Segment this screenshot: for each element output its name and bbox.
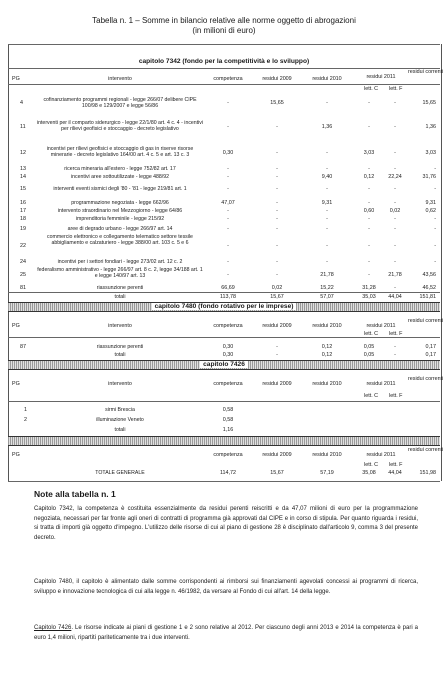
grand-total-competenza: 114,72 [219,470,237,476]
divider [8,68,440,69]
row-residui-correnti: - [434,216,436,222]
totals-competenza: 1,16 [222,427,234,433]
row-lett-f: - [394,166,396,172]
row-lett-c: 0,12 [363,174,375,180]
header-pg: PG [12,381,20,387]
header-residui-correnti: residui correnti [408,318,444,324]
row-pg: 1 [24,407,27,413]
row-lett-f: - [394,216,396,222]
header-competenza: competenza [213,452,243,458]
row-competenza: 0,30 [222,344,234,350]
row-lett-c: - [368,216,370,222]
row-lett-f: - [394,124,396,130]
row-competenza: - [227,208,229,214]
row-residui-2010: - [326,186,328,192]
row-intervento: intervento straordinario nel Mezzogiorno - legge 64/86 [57,208,183,214]
row-residui-2010: 1,36 [321,124,333,130]
row-pg: 2 [24,417,27,423]
row-lett-f: - [394,100,396,106]
row-lett-c: - [368,100,370,106]
row-competenza: - [227,259,229,265]
divider [8,481,440,482]
grand-total-lett-c: 35,08 [362,470,376,476]
row-competenza: 47,07 [221,200,235,206]
header-residui-2009: residui 2009 [262,381,292,387]
row-residui-2009: 15,65 [270,100,284,106]
header-residui-2010: residui 2010 [312,76,342,82]
row-lett-f: - [394,243,396,249]
row-residui-correnti: - [434,166,436,172]
row-competenza: - [227,216,229,222]
row-intervento: sirmi Brescia [105,407,135,413]
row-residui-2009: - [276,166,278,172]
row-lett-f: 0,02 [389,208,401,214]
row-lett-c: - [368,124,370,130]
row-lett-f: - [394,285,396,291]
header-residui-2009: residui 2009 [262,76,292,82]
row-intervento: illuminazione Veneto [96,417,144,423]
row-residui-2009: 0,02 [271,285,283,291]
row-lett-c: 0,05 [363,344,375,350]
header-intervento: intervento [108,381,132,387]
note-label: Capitolo 7480 [34,579,73,585]
row-residui-correnti: - [434,259,436,265]
totals-residui-correnti: 0,17 [425,352,436,358]
row-lett-c: 31,28 [362,285,376,291]
row-competenza: 0,58 [222,407,234,413]
row-residui-correnti: 43,56 [422,272,436,278]
row-residui-2010: - [326,226,328,232]
row-pg: 15 [20,186,26,192]
row-intervento: incentivi per rilievi geofisici e stoccaggio di gas in riserve risorse minerarie - decreto legislativo 164/00 art. 4 c. 5 e art. 13 c. 3 [46,146,194,158]
row-intervento: ricerca mineraria all'estero - legge 752/82 art. 17 [64,166,176,172]
row-residui-2009: - [276,150,278,156]
header-residui-2009: residui 2009 [262,323,292,329]
row-pg: 22 [20,243,26,249]
row-intervento: imprenditoria femminile - legge 215/92 [75,216,165,222]
header-pg: PG [12,76,20,82]
row-lett-c: - [368,243,370,249]
totals-residui-2009: - [276,352,278,358]
table-subtitle: (in milioni di euro) [192,26,256,35]
row-residui-correnti: 1,36 [425,124,436,130]
row-pg: 18 [20,216,26,222]
notes-title: Note alla tabella n. 1 [34,489,116,499]
row-competenza: - [227,186,229,192]
row-competenza: 0,58 [222,417,234,423]
row-intervento: riassunzione perenti [96,344,144,350]
header-competenza: competenza [213,381,243,387]
totals-lett-c: 35,03 [362,294,376,300]
totals-residui-2009: 15,67 [270,294,284,300]
row-residui-2010: - [326,259,328,265]
row-intervento: interventi per il comparto siderurgico - legge 22/1/80 art. 4 c. 4 - incentivi per rilievi geofisici e stoccaggio - decreto legislativo [36,120,204,132]
row-residui-correnti: 46,52 [422,285,436,291]
row-intervento: programmazione negoziata - legge 662/96 [71,200,169,206]
row-residui-2010: 9,40 [321,174,333,180]
row-lett-f: - [394,259,396,265]
row-residui-2010: 15,22 [320,285,334,291]
header-residui-2010: residui 2010 [312,452,342,458]
row-lett-c: - [368,272,370,278]
section-title-7342: capitolo 7342 (fondo per la competitività e lo sviluppo) [0,58,448,65]
row-residui-2010: - [326,166,328,172]
divider [8,44,440,45]
row-residui-2009: - [276,200,278,206]
row-competenza: 66,69 [221,285,235,291]
totals-residui-2010: 0,12 [321,352,333,358]
row-residui-correnti: - [434,226,436,232]
row-competenza: - [227,243,229,249]
grand-total-residui-2010: 57,19 [320,470,334,476]
note-paragraph [34,505,418,543]
header-residui-2010: residui 2010 [312,323,342,329]
row-pg: 87 [20,344,26,350]
row-competenza: - [227,174,229,180]
row-residui-correnti: 31,76 [422,174,436,180]
row-residui-2009: - [276,186,278,192]
row-residui-2010: - [326,216,328,222]
row-lett-c: - [368,226,370,232]
row-residui-2009: - [276,243,278,249]
row-lett-c: - [368,200,370,206]
row-intervento: federalismo amministrativo - legge 266/97 art. 8 c. 2, legge 34/188 art. 1 e legge 140/97 art. 13 [37,267,203,279]
row-pg: 81 [20,285,26,291]
divider [8,401,440,402]
header-intervento: intervento [108,323,132,329]
section-title-7426: capitolo 7426 [0,361,448,368]
row-residui-2010: - [326,208,328,214]
totals-lett-c: 0,05 [363,352,375,358]
header-residui-2011: residui 2011 [366,381,396,387]
header-residui-2011: residui 2011 [366,452,396,458]
row-lett-f: 21,78 [388,272,402,278]
header-lett-c: lett. C [364,86,379,92]
header-lett-f: lett. F [389,86,403,92]
row-lett-f: - [394,200,396,206]
row-pg: 14 [20,174,26,180]
row-residui-2010: 21,78 [320,272,334,278]
header-competenza: competenza [213,323,243,329]
row-lett-c: 0,60 [363,208,375,214]
row-intervento: riassunzione perenti [96,285,144,291]
row-lett-c: 3,03 [363,150,375,156]
section-title-7480: capitolo 7480 (fondo rotativo per le imprese) [0,303,448,310]
row-intervento: interventi eventi sismici degli '80 - '81 - legge 219/81 art. 1 [53,186,187,192]
row-residui-correnti: 3,03 [425,150,436,156]
grand-total-lett-f: 44,04 [388,470,402,476]
header-lett-f: lett. F [389,462,403,468]
row-intervento: cofinanziamento programmi regionali - legge 266/07 delibere CIPE 100/98 e 129/2007 e legge 56/86 [43,97,197,109]
header-residui-2011: residui 2011 [366,323,396,329]
header-pg: PG [12,323,20,329]
totals-lett-f: 44,04 [388,294,402,300]
row-pg: 13 [20,166,26,172]
row-residui-2010: - [326,100,328,106]
row-intervento: commercio elettronico e collegamento telematico settore tessile abbigliamento e calzaturiero - legge 388/00 art. 103 c. 5 e 6 [47,234,193,246]
header-residui-2011: residui 2011 [366,74,396,80]
row-pg: 11 [20,124,26,130]
header-lett-c: lett. C [364,331,379,337]
row-residui-2010: - [326,150,328,156]
note-paragraph [34,578,418,597]
grand-total-residui-correnti: 151,98 [419,470,436,476]
note-label: Capitolo 7342 [34,506,73,512]
totals-label: totali [114,427,126,433]
grand-total-label: TOTALE GENERALE [95,470,145,476]
header-lett-f: lett. F [389,331,403,337]
row-competenza: - [227,100,229,106]
header-lett-f: lett. F [389,393,403,399]
row-competenza: - [227,226,229,232]
totals-competenza: 0,30 [222,352,234,358]
row-residui-correnti: 9,31 [425,200,436,206]
grand-total-residui-2009: 15,67 [270,470,284,476]
row-residui-correnti: 0,17 [425,344,436,350]
totals-lett-f: - [394,352,396,358]
row-residui-correnti: 15,65 [422,100,436,106]
note-text: , la competenza è costituita essenzialmente da residui perenti reiscritti e da 47,07 milioni di euro per la programmazione negoziata, necessari per far fronte agli oneri di contratti di programma già approvati dal CIPE e in corso di stipula. Per quanto riguarda i residui, si tratta di importi già oggetto d'impegno. L'utilizzo delle risorse di cui al piano di gestione 28 è disciplinato dall'articolo 9, comma 3 del presente decreto. [34,506,418,541]
totals-competenza: 113,78 [219,294,237,300]
row-residui-2009: - [276,344,278,350]
row-residui-2009: - [276,226,278,232]
row-lett-f: - [394,186,396,192]
row-residui-2009: - [276,259,278,265]
header-lett-c: lett. C [364,462,379,468]
divider [8,84,440,85]
row-lett-c: - [368,186,370,192]
note-paragraph [34,624,418,643]
totals-label: totali [114,294,126,300]
row-pg: 19 [20,226,26,232]
row-residui-correnti: - [434,243,436,249]
totals-residui-2010: 57,07 [320,294,334,300]
header-residui-correnti: residui correnti [408,447,444,453]
header-competenza: competenza [213,76,243,82]
header-intervento: intervento [108,76,132,82]
totals-label: totali [114,352,126,358]
row-residui-2010: 9,31 [321,200,333,206]
row-residui-2009: - [276,174,278,180]
row-pg: 16 [20,200,26,206]
header-lett-c: lett. C [364,393,379,399]
row-intervento: aree di degrado urbano - legge 266/97 art. 14 [67,226,173,232]
header-residui-correnti: residui correnti [408,69,444,75]
header-residui-2010: residui 2010 [312,381,342,387]
header-pg: PG [12,452,20,458]
row-residui-2010: 0,12 [321,344,333,350]
divider [8,292,440,293]
row-intervento: incentivi per i settori fondiari - legge 273/02 art. 12 c. 2 [57,259,183,265]
row-residui-2009: - [276,124,278,130]
row-pg: 24 [20,259,26,265]
row-pg: 17 [20,208,26,214]
note-label: Capitolo 7426 [34,625,72,631]
totals-residui-correnti: 151,81 [419,294,436,300]
row-lett-c: - [368,166,370,172]
row-residui-correnti: 0,62 [425,208,436,214]
row-competenza: - [227,166,229,172]
row-lett-f: - [394,344,396,350]
row-residui-2009: - [276,216,278,222]
header-residui-2009: residui 2009 [262,452,292,458]
row-competenza: - [227,124,229,130]
row-lett-f: 22,24 [388,174,402,180]
header-residui-correnti: residui correnti [408,376,444,382]
row-competenza: - [227,272,229,278]
row-lett-f: - [394,226,396,232]
row-intervento: incentivi aree sottoutilizzate - legge 488/92 [70,174,170,180]
divider [8,337,440,338]
row-lett-c: - [368,259,370,265]
note-text: . Le risorse indicate ai piani di gestione 1 e 2 sono relative al 2012. Per ciascuno degli anni 2013 e 2014 la competenza è pari a euro 1,4 milioni, ripartiti pariteticamente tra i due interventi. [34,625,418,641]
note-text: , il capitolo è alimentato dalle somme corrispondenti ai rimborsi sui finanziamenti agevolati concessi ai programmi di ricerca, sviluppo e innovazione tecnologica di cui alla legge n. 46/1982, da versare al Fondo di cui all'art. 14 della legge. [34,579,418,595]
section-band [8,436,440,446]
row-pg: 25 [20,272,26,278]
row-residui-2010: - [326,243,328,249]
row-residui-2009: - [276,208,278,214]
row-residui-2009: - [276,272,278,278]
row-residui-correnti: - [434,186,436,192]
row-pg: 12 [20,150,26,156]
table-title: Tabella n. 1 – Somme in bilancio relative alle norme oggetto di abrogazioni [92,16,356,25]
row-lett-f: - [394,150,396,156]
row-pg: 4 [20,100,23,106]
row-competenza: 0,30 [222,150,234,156]
